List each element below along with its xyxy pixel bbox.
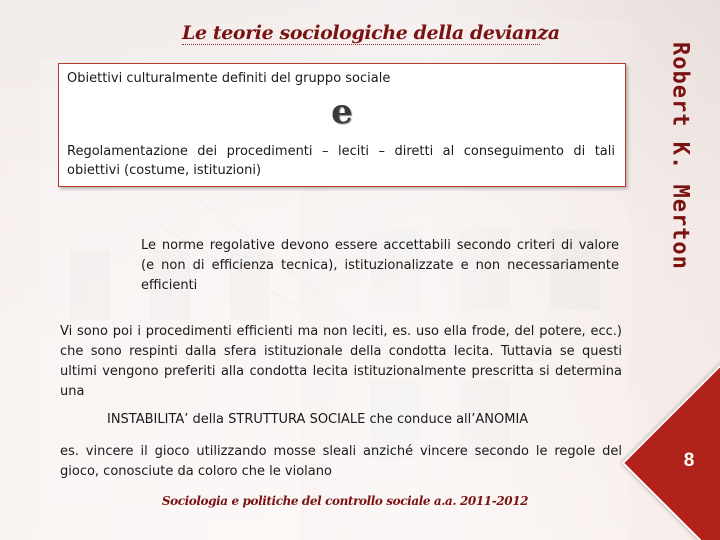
page-number: 8 [683,450,695,471]
instability-statement: INSTABILITA’ della STRUTTURA SOCIALE che conduce all’ANOMIA [107,412,529,427]
box-regulation: Regolamentazione dei procedimenti – leciti – diretti al conseguimento di tali obiettivi (costume, istituzioni) [67,144,615,178]
title-underline [182,44,540,45]
definition-box [58,63,626,187]
norms-paragraph: Le norme regolative devono essere accettabili secondo criteri di valore (e non di efficienza tecnica), istituzionalizzate e non necessariamente efficienti [141,238,619,293]
procedures-paragraph: Vi sono poi i procedimenti efficienti ma non leciti, es. uso ella frode, del potere, ecc.) che sono respinti dalla sfera istituzionale della condotta lecita. Tuttavia se questi ultimi vengono preferiti alla condotta lecita istituzionalmente prescritta si determina una [60,324,622,399]
example-paragraph: es. vincere il gioco utilizzando mosse sleali anziché vincere secondo le regole del gioco, conosciute da coloro che le violano [60,444,622,479]
author-vertical-label [668,42,692,304]
box-cultural-goals: Obiettivi culturalmente definiti del gruppo sociale [67,71,391,86]
box-connector: e [331,92,353,132]
footer-course: Sociologia e politiche del controllo sociale a.a. 2011-2012 [161,494,529,508]
author-name: Robert K. Merton [667,42,693,270]
slide-title: Le teorie sociologiche della devianza [182,22,560,44]
